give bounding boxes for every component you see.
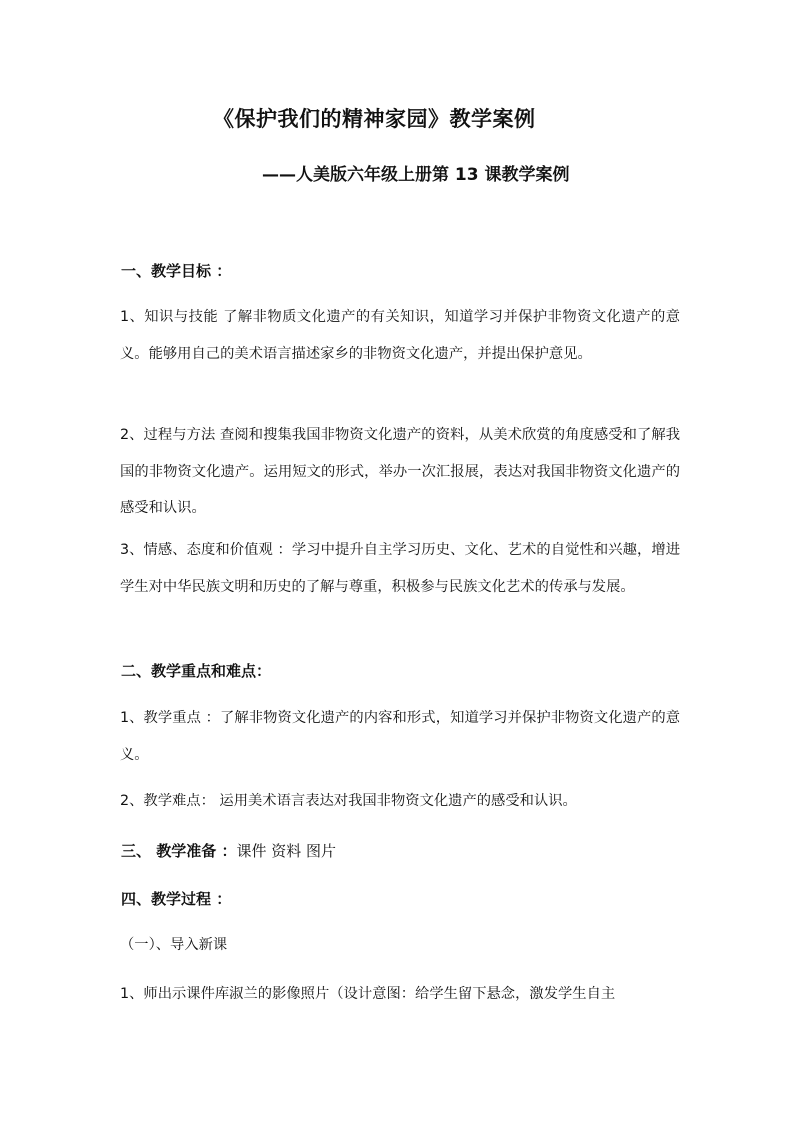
objective-emotion-values: 3、情感、态度和价值观 ：学习中提升自主学习历史、文化、艺术的自觉性和兴趣，增进学生对中华民族文明和历史的了解与尊重，积极参与民族文化艺术的传承与发展。 bbox=[120, 542, 680, 595]
document-title: 《保护我们的精神家园》教学案例 bbox=[213, 107, 536, 131]
key-point-focus: 1、教学重点 ：了解非物资文化遗产的内容和形式，知道学习并保护非物资文化遗产的意义。 bbox=[120, 710, 680, 763]
process-part-intro: （一）、导入新课 bbox=[120, 937, 228, 953]
key-point-difficulty: 2、教学难点： 运用美术语言表达对我国非物资文化遗产的感受和认识。 bbox=[120, 793, 577, 809]
objective-knowledge-skills: 1、知识与技能 了解非物质文化遗产的有关知识，知道学习并保护非物资文化遗产的意义。能够用自己的美术语言描述家乡的非物资文化遗产，并提出保护意见。 bbox=[120, 309, 680, 362]
preparation-heading-text: 三、 教学准备 ： bbox=[121, 842, 237, 860]
objective-process-methods: 2、过程与方法 查阅和搜集我国非物资文化遗产的资料，从美术欣赏的角度感受和了解我国的非物资文化遗产。运用短文的形式，举办一次汇报展，表达对我国非物资文化遗产的感受和认识。 bbox=[120, 427, 680, 516]
preparation-items: 课件 资料 图片 bbox=[236, 842, 336, 860]
document-subtitle: ——人美版六年级上册第 13 课教学案例 bbox=[262, 165, 570, 185]
process-step-1: 1、师出示课件库淑兰的影像照片（设计意图：给学生留下悬念，激发学生自主 bbox=[120, 986, 616, 1002]
section-heading-key-points: 二、教学重点和难点： bbox=[121, 662, 272, 680]
section-heading-process: 四、教学过程 ： bbox=[121, 890, 232, 908]
section-heading-preparation bbox=[121, 840, 336, 861]
section-heading-objectives: 一、教学目标 ： bbox=[121, 262, 232, 280]
